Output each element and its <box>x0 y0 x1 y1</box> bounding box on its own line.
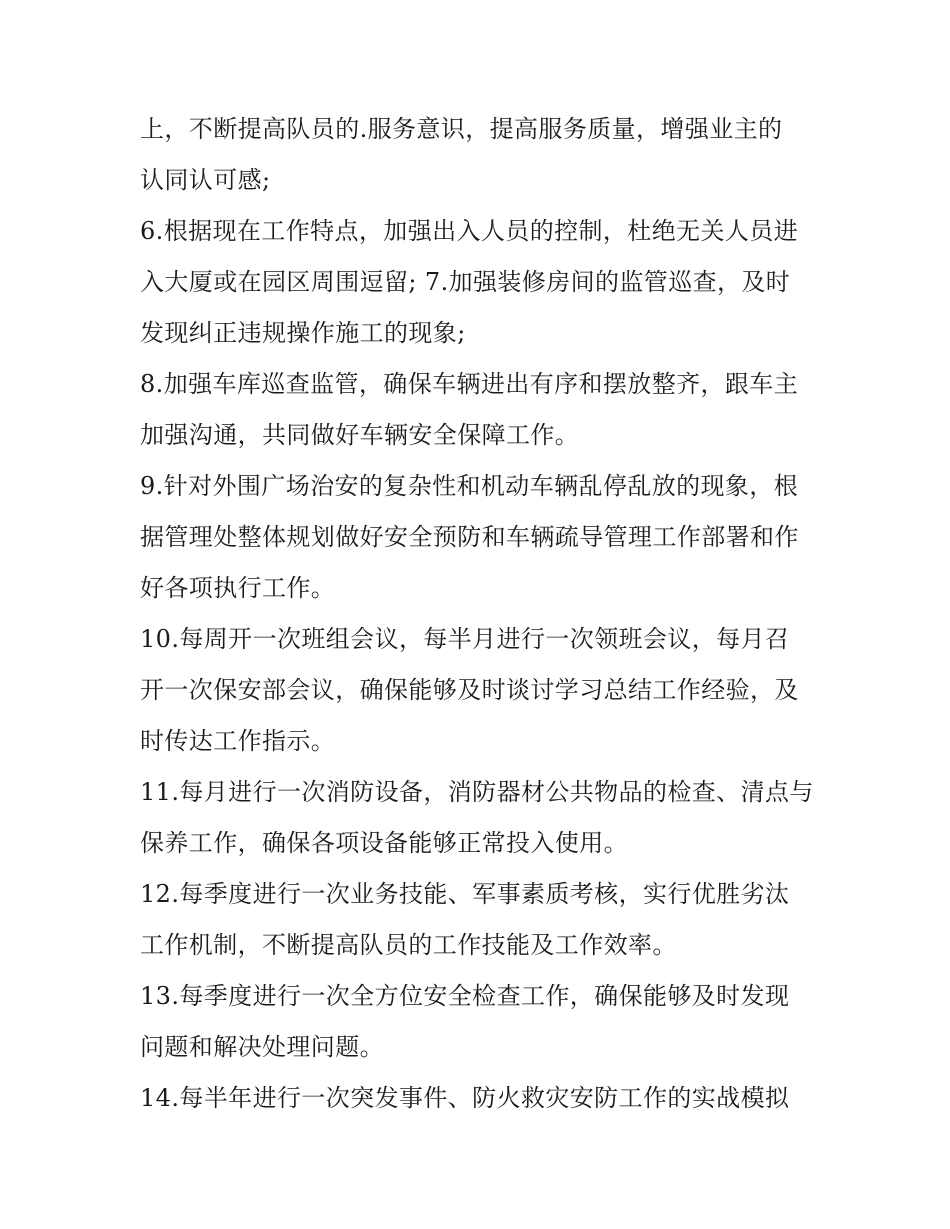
text-line: 14.每半年进行一次突发事件、防火救灾安防工作的实战模拟 <box>140 1084 790 1112</box>
text-line: 问题和解决处理问题。 <box>140 1033 384 1061</box>
text-line: 时传达工作指示。 <box>140 727 336 755</box>
document-body <box>140 104 830 1124</box>
text-line: 据管理处整体规划做好安全预防和车辆疏导管理工作部署和作 <box>140 523 799 551</box>
text-line: 加强沟通，共同做好车辆安全保障工作。 <box>140 421 580 449</box>
text-line: 开一次保安部会议，确保能够及时谈讨学习总结工作经验，及 <box>140 676 799 704</box>
text-line: 8.加强车库巡查监管，确保车辆进出有序和摆放整齐，跟车主 <box>140 370 799 398</box>
text-line: 10.每周开一次班组会议，每半月进行一次领班会议，每月召 <box>140 625 790 653</box>
text-line: 认同认可感; <box>140 166 271 194</box>
text-line: 保养工作，确保各项设备能够正常投入使用。 <box>140 829 628 857</box>
text-line: 好各项执行工作。 <box>140 574 336 602</box>
text-line: 12.每季度进行一次业务技能、军事素质考核，实行优胜劣汰 <box>140 880 790 908</box>
text-line: 上，不断提高队员的.服务意识，提高服务质量，增强业主的 <box>140 115 783 143</box>
text-line: 9.针对外围广场治安的复杂性和机动车辆乱停乱放的现象，根 <box>140 472 799 500</box>
text-line: 工作机制，不断提高队员的工作技能及工作效率。 <box>140 931 677 959</box>
text-line: 入大厦或在园区周围逗留; 7.加强装修房间的监管巡查，及时 <box>140 268 791 296</box>
text-line: 11.每月进行一次消防设备，消防器材公共物品的检查、清点与 <box>140 778 814 806</box>
text-line: 13.每季度进行一次全方位安全检查工作，确保能够及时发现 <box>140 982 790 1010</box>
text-line: 发现纠正违规操作施工的现象; <box>140 319 466 347</box>
text-line: 6.根据现在工作特点，加强出入人员的控制，杜绝无关人员进 <box>140 217 799 245</box>
